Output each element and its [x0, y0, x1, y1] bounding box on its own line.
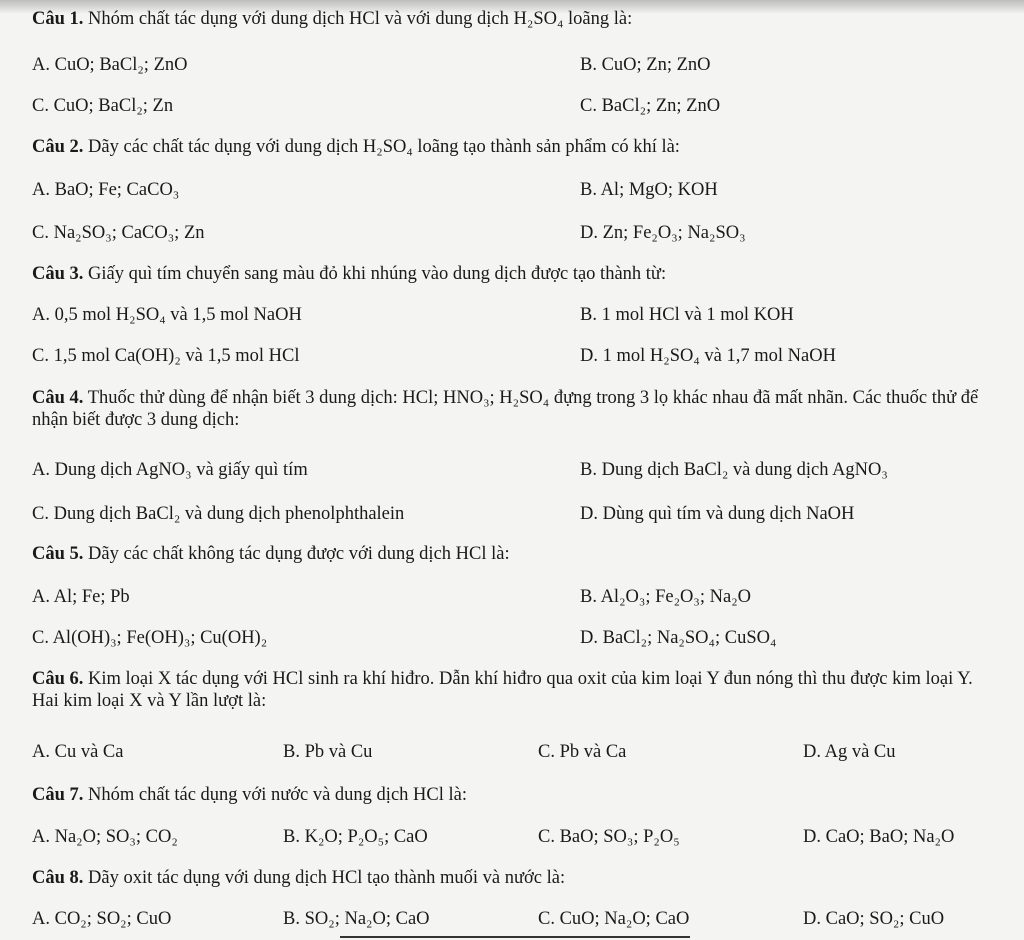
question-text: Nhóm chất tác dụng với nước và dung dịch HCl là: — [88, 785, 467, 805]
question-number: Câu 8. — [32, 868, 84, 888]
option-4b[interactable]: B. Dung dịch BaCl₂ và dung dịch AgNO₃ — [580, 460, 888, 480]
question-4 — [32, 387, 992, 431]
question-2 — [32, 136, 680, 158]
option-7b[interactable]: B. K₂O; P₂O₅; CaO — [283, 827, 428, 847]
option-1d[interactable]: C. BaCl₂; Zn; ZnO — [580, 96, 721, 116]
question-number: Câu 6. — [32, 669, 84, 689]
question-text: Dãy oxit tác dụng với dung dịch HCl tạo thành muối và nước là: — [88, 868, 566, 888]
question-number: Câu 1. — [32, 9, 84, 29]
option-4a[interactable]: A. Dung dịch AgNO₃ và giấy quì tím — [32, 460, 308, 480]
option-8a[interactable]: A. CO₂; SO₂; CuO — [32, 909, 172, 929]
question-number: Câu 5. — [32, 544, 84, 564]
option-6b[interactable]: B. Pb và Cu — [283, 742, 373, 762]
option-8b[interactable]: B. SO₂; Na₂O; CaO — [283, 909, 430, 929]
question-text: Nhóm chất tác dụng với dung dịch HCl và với dung dịch H₂SO₄ loãng là: — [88, 9, 633, 29]
option-4c[interactable]: C. Dung dịch BaCl₂ và dung dịch phenolphthalein — [32, 504, 405, 524]
option-1b[interactable]: B. CuO; Zn; ZnO — [580, 55, 711, 75]
question-text: Giấy quì tím chuyển sang màu đỏ khi nhúng vào dung dịch được tạo thành từ: — [88, 264, 667, 284]
option-4d[interactable]: D. Dùng quì tím và dung dịch NaOH — [580, 504, 855, 524]
question-text: Kim loại X tác dụng với HCl sinh ra khí hiđro. Dẫn khí hiđro qua oxit của kim loại Y đun nóng thì thu được kim loại Y. Hai kim loại X và Y lần lượt là: — [32, 669, 973, 711]
option-2b[interactable]: B. Al; MgO; KOH — [580, 180, 718, 200]
option-5b[interactable]: B. Al₂O₃; Fe₂O₃; Na₂O — [580, 587, 751, 607]
option-8d[interactable]: D. CaO; SO₂; CuO — [803, 909, 945, 929]
question-text: Dãy các chất không tác dụng được với dung dịch HCl là: — [88, 544, 510, 564]
option-5c[interactable]: C. Al(OH)₃; Fe(OH)₃; Cu(OH)₂ — [32, 628, 268, 648]
question-text: Dãy các chất tác dụng với dung dịch H₂SO₄ loãng tạo thành sản phẩm có khí là: — [88, 137, 680, 157]
option-2d[interactable]: D. Zn; Fe₂O₃; Na₂SO₃ — [580, 223, 746, 243]
option-3c[interactable]: C. 1,5 mol Ca(OH)₂ và 1,5 mol HCl — [32, 346, 300, 366]
question-number: Câu 7. — [32, 785, 84, 805]
option-3b[interactable]: B. 1 mol HCl và 1 mol KOH — [580, 305, 794, 325]
question-number: Câu 4. — [32, 388, 84, 408]
question-1 — [32, 8, 632, 30]
option-5d[interactable]: D. BaCl₂; Na₂SO₄; CuSO₄ — [580, 628, 777, 648]
option-7a[interactable]: A. Na₂O; SO₃; CO₂ — [32, 827, 178, 847]
option-6c[interactable]: C. Pb và Ca — [538, 742, 627, 762]
question-number: Câu 3. — [32, 264, 84, 284]
question-5 — [32, 543, 510, 565]
option-1c[interactable]: C. CuO; BaCl₂; Zn — [32, 96, 174, 116]
question-8 — [32, 867, 565, 889]
option-1a[interactable]: A. CuO; BaCl₂; ZnO — [32, 55, 188, 75]
option-3a[interactable]: A. 0,5 mol H₂SO₄ và 1,5 mol NaOH — [32, 305, 302, 325]
question-7 — [32, 784, 467, 806]
option-8c[interactable]: C. CuO; Na₂O; CaO — [538, 909, 690, 929]
option-2a[interactable]: A. BaO; Fe; CaCO₃ — [32, 180, 180, 200]
bottom-divider — [340, 936, 690, 938]
option-6a[interactable]: A. Cu và Ca — [32, 742, 124, 762]
option-2c[interactable]: C. Na₂SO₃; CaCO₃; Zn — [32, 223, 205, 243]
option-6d[interactable]: D. Ag và Cu — [803, 742, 896, 762]
option-7c[interactable]: C. BaO; SO₃; P₂O₅ — [538, 827, 680, 847]
question-number: Câu 2. — [32, 137, 84, 157]
option-5a[interactable]: A. Al; Fe; Pb — [32, 587, 130, 607]
question-3 — [32, 263, 666, 285]
question-text: Thuốc thử dùng để nhận biết 3 dung dịch: HCl; HNO₃; H₂SO₄ đựng trong 3 lọ khác nhau đã mất nhãn. Các thuốc thử để nhận biết được 3 dung dịch: — [32, 388, 979, 430]
option-3d[interactable]: D. 1 mol H₂SO₄ và 1,7 mol NaOH — [580, 346, 836, 366]
option-7d[interactable]: D. CaO; BaO; Na₂O — [803, 827, 955, 847]
question-6 — [32, 668, 992, 712]
